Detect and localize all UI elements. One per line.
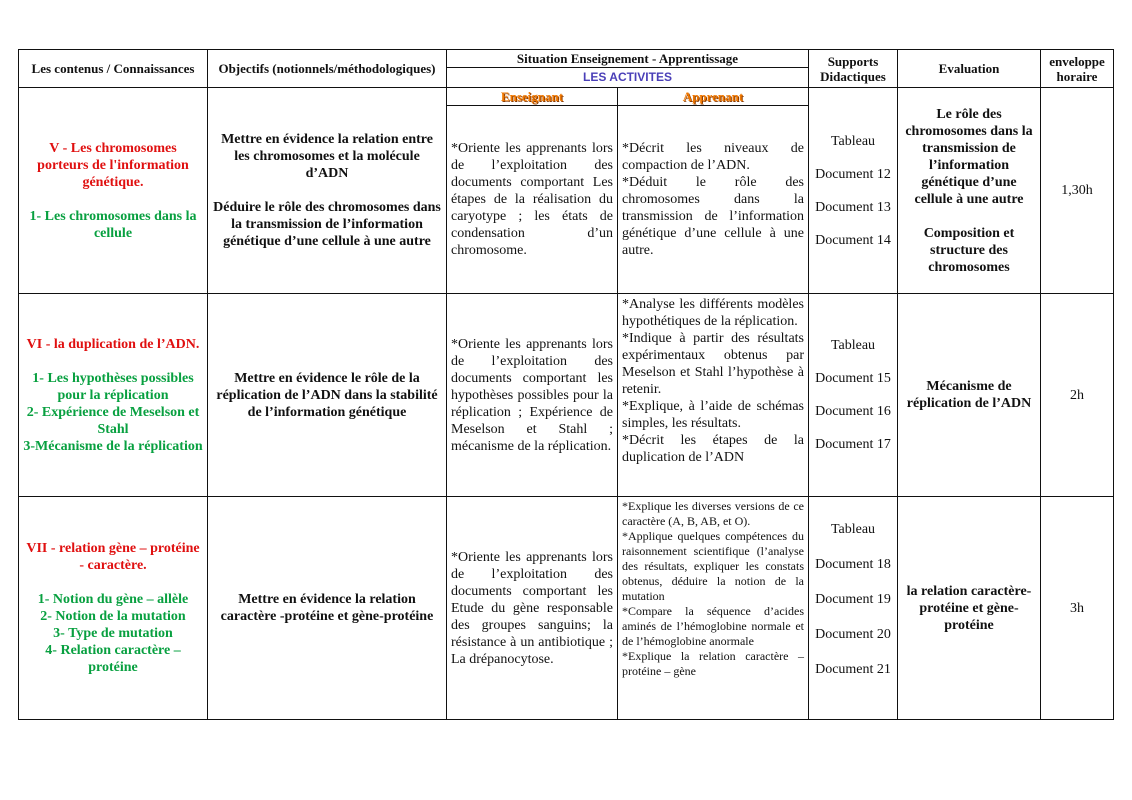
header-activities: LES ACTIVITES xyxy=(447,68,809,88)
hours-cell: 2h xyxy=(1041,294,1114,497)
support-item: Document 18 xyxy=(815,556,891,572)
hours-cell: 1,30h xyxy=(1041,88,1114,294)
chapter-title: V - Les chromosomes porteurs de l'information génétique. xyxy=(37,140,189,190)
learner-item: *Explique la relation caractère – protéine – gène xyxy=(622,649,804,678)
learner-activity xyxy=(618,106,809,294)
header-contents: Les contenus / Connaissances xyxy=(19,50,208,88)
support-item: Document 16 xyxy=(815,404,891,419)
supports-cell xyxy=(809,88,898,294)
objective: Mettre en évidence la relation entre les chromosomes et la molécule d’ADN xyxy=(221,132,433,181)
header-situation: Situation Enseignement - Apprentissage xyxy=(447,50,809,68)
learner-item: *Indique à partir des résultats expérimentaux obtenus par Meselson et Stahl l’hypothèse à retenir. xyxy=(622,331,804,397)
header-evaluation: Evaluation xyxy=(898,50,1041,88)
supports-cell xyxy=(809,497,898,720)
chapter-item: 1- Les hypothèses possibles pour la réplication xyxy=(32,370,194,403)
chapter-item: 4- Relation caractère – protéine xyxy=(45,643,181,675)
teacher-activity: *Oriente les apprenants lors de l’exploitation des documents comportant les hypothèses possibles pour la réplication ; Expérience de Meselson et Stahl ; mécanisme de la réplication. xyxy=(447,294,618,497)
supports-cell xyxy=(809,294,898,497)
objectives-cell xyxy=(208,88,447,294)
support-item: Document 12 xyxy=(815,166,891,182)
header-supports: Supports Didactiques xyxy=(809,50,898,88)
teacher-activity: *Oriente les apprenants lors de l’exploitation des documents comportant les Etude du gène responsable des groupes sanguins; la résistance à un antibiotique ; La drépanocytose. xyxy=(447,497,618,720)
contents-cell xyxy=(19,497,208,720)
spacer xyxy=(23,574,203,591)
evaluation-item: la relation caractère-protéine et gène-protéine xyxy=(906,583,1032,633)
spacer xyxy=(23,191,203,208)
learner-item: *Explique, à l’aide de schémas simples, les résultats. xyxy=(622,399,804,431)
spacer xyxy=(23,353,203,370)
objective: Mettre en évidence la relation caractère -protéine et gène-protéine xyxy=(220,592,434,624)
support-item: Document 17 xyxy=(815,437,891,452)
support-item: Document 21 xyxy=(815,661,891,677)
support-item: Document 13 xyxy=(815,199,891,215)
learner-item: *Analyse les différents modèles hypothétiques de la réplication. xyxy=(622,297,804,329)
support-item: Tableau xyxy=(830,521,876,537)
header-objectives: Objectifs (notionnels/méthodologiques) xyxy=(208,50,447,88)
support-item: Document 14 xyxy=(815,232,891,248)
learner-item: *Décrit les niveaux de compaction de l’ADN. xyxy=(622,141,804,173)
learner-item: *Décrit les étapes de la duplication de l’ADN xyxy=(622,433,804,465)
header-hours: enveloppe horaire xyxy=(1041,50,1114,88)
contents-cell xyxy=(19,88,208,294)
support-item: Document 20 xyxy=(815,626,891,642)
learner-item: *Applique quelques compétences du raisonnement scientifique (l’analyse des résultats, expliquer les constats obtenus, déduire la notion de la mutation xyxy=(622,529,804,603)
support-item: Tableau xyxy=(830,133,876,149)
learner-item: *Explique les diverses versions de ce caractère (A, B, AB, et O). xyxy=(622,499,804,528)
learner-activity xyxy=(618,294,809,497)
objectives-cell xyxy=(208,294,447,497)
subheader-learner: Apprenant xyxy=(618,88,809,106)
chapter-item: 2- Expérience de Meselson et Stahl xyxy=(26,404,200,437)
chapter-item: 3- Type de mutation xyxy=(53,626,173,641)
hours-cell: 3h xyxy=(1041,497,1114,720)
evaluation-item: Mécanisme de réplication de l’ADN xyxy=(906,379,1032,411)
table-row xyxy=(19,497,1114,720)
evaluation-cell xyxy=(898,294,1041,497)
support-item: Document 19 xyxy=(815,591,891,607)
chapter-title: VII - relation gène – protéine - caractère. xyxy=(26,541,200,573)
lesson-plan-table xyxy=(18,49,1114,720)
objectives-cell xyxy=(208,497,447,720)
chapter-item: 3-Mécanisme de la réplication xyxy=(23,438,203,454)
support-item: Tableau xyxy=(830,338,876,353)
table-row xyxy=(19,294,1114,497)
learner-activity xyxy=(618,497,809,720)
chapter-item: 2- Notion de la mutation xyxy=(40,609,186,624)
chapter-item: 1- Les chromosomes dans la cellule xyxy=(29,208,197,241)
contents-cell xyxy=(19,294,208,497)
evaluation-cell xyxy=(898,88,1041,294)
objective: Déduire le rôle des chromosomes dans la transmission de l’information génétique d’une cellule à une autre xyxy=(213,200,441,249)
learner-item: *Déduit le rôle des chromosomes dans la transmission de l’information génétique d’une cellule à une autre. xyxy=(622,175,804,258)
teacher-activity: *Oriente les apprenants lors de l’exploitation des documents comportant Les étapes de la réalisation du caryotype ; les états de condensation d’un chromosome. xyxy=(447,106,618,294)
support-item: Document 15 xyxy=(815,371,891,386)
evaluation-cell xyxy=(898,497,1041,720)
chapter-item: 1- Notion du gène – allèle xyxy=(37,592,189,607)
subheader-teacher: Enseignant xyxy=(447,88,618,106)
evaluation-item: Composition et structure des chromosomes xyxy=(923,225,1015,275)
chapter-title: VI - la duplication de l’ADN. xyxy=(26,336,200,352)
evaluation-item: Le rôle des chromosomes dans la transmission de l’information génétique d’une cellule à une autre xyxy=(905,106,1033,207)
objective: Mettre en évidence le rôle de la réplication de l’ADN dans la stabilité de l’information génétique xyxy=(216,370,438,420)
learner-item: *Compare la séquence d’acides aminés de l’hémoglobine normale et de l’hémoglobine anormale xyxy=(622,604,804,648)
activities-subheader-row xyxy=(19,88,1114,106)
